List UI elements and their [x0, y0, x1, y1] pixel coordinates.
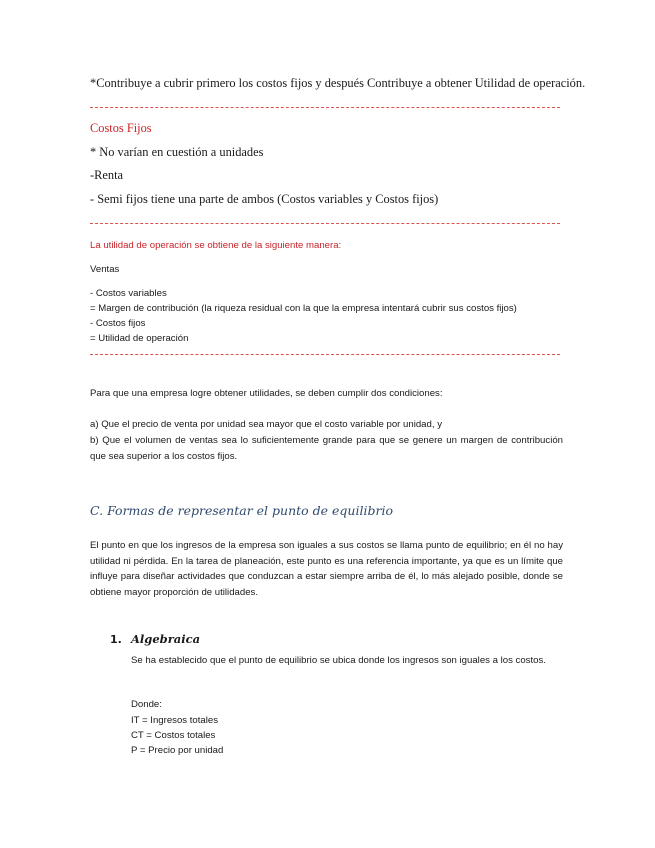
- utilidad-step: = Utilidad de operación: [90, 333, 189, 344]
- costos-fijos-item: * No varían en cuestión a unidades: [90, 145, 264, 159]
- condiciones-intro: Para que una empresa logre obtener utilidades, se deben cumplir dos condiciones:: [90, 388, 443, 399]
- utilidad-step: = Margen de contribución (la riqueza residual con la que la empresa intentará cubrir sus costos fijos): [90, 303, 517, 314]
- condicion-a: a) Que el precio de venta por unidad sea mayor que el costo variable por unidad, y: [90, 419, 442, 430]
- algebraica-def: CT = Costos totales: [131, 730, 216, 741]
- costos-fijos-item: -Renta: [90, 168, 124, 182]
- condicion-b: b) Que el volumen de ventas sea lo suficientemente grande para que se genere un margen de contribución que sea superior a los costos fijos.: [90, 435, 563, 462]
- dashed-divider: [90, 354, 560, 355]
- algebraica-title: Algebraica: [131, 632, 201, 646]
- algebraica-donde: Donde:: [131, 699, 162, 710]
- dashed-divider: [90, 223, 560, 224]
- section-c-paragraph: El punto en que los ingresos de la empresa son iguales a sus costos se llama punto de equilibrio; en él no hay utilidad ni pérdida. En la tarea de planeación, este punto es una referencia importante, ya que es un límite que influye para diseñar actividades que conduzcan a estar siempre arriba de él, lo más alejado posible, donde se obtiene mayor proporción de utilidades.: [90, 540, 563, 598]
- utilidad-ventas: Ventas: [90, 264, 120, 275]
- algebraica-text: Se ha establecido que el punto de equilibrio se ubica donde los ingresos son iguales a los costos.: [131, 655, 546, 666]
- intro-note: *Contribuye a cubrir primero los costos fijos y después Contribuye a obtener Utilidad de operación.: [90, 76, 586, 90]
- section-c-heading: C. Formas de representar el punto de equilibrio: [90, 503, 393, 518]
- utilidad-step: - Costos variables: [90, 288, 167, 299]
- costos-fijos-title: Costos Fijos: [90, 121, 152, 135]
- costos-fijos-item: - Semi fijos tiene una parte de ambos (Costos variables y Costos fijos): [90, 192, 439, 206]
- utilidad-step: - Costos fijos: [90, 318, 146, 329]
- algebraica-number: 1.: [110, 633, 122, 646]
- algebraica-def: IT = Ingresos totales: [131, 715, 219, 726]
- dashed-divider: [90, 107, 560, 108]
- algebraica-def: P = Precio por unidad: [131, 745, 224, 756]
- utilidad-title: La utilidad de operación se obtiene de la siguiente manera:: [90, 240, 342, 251]
